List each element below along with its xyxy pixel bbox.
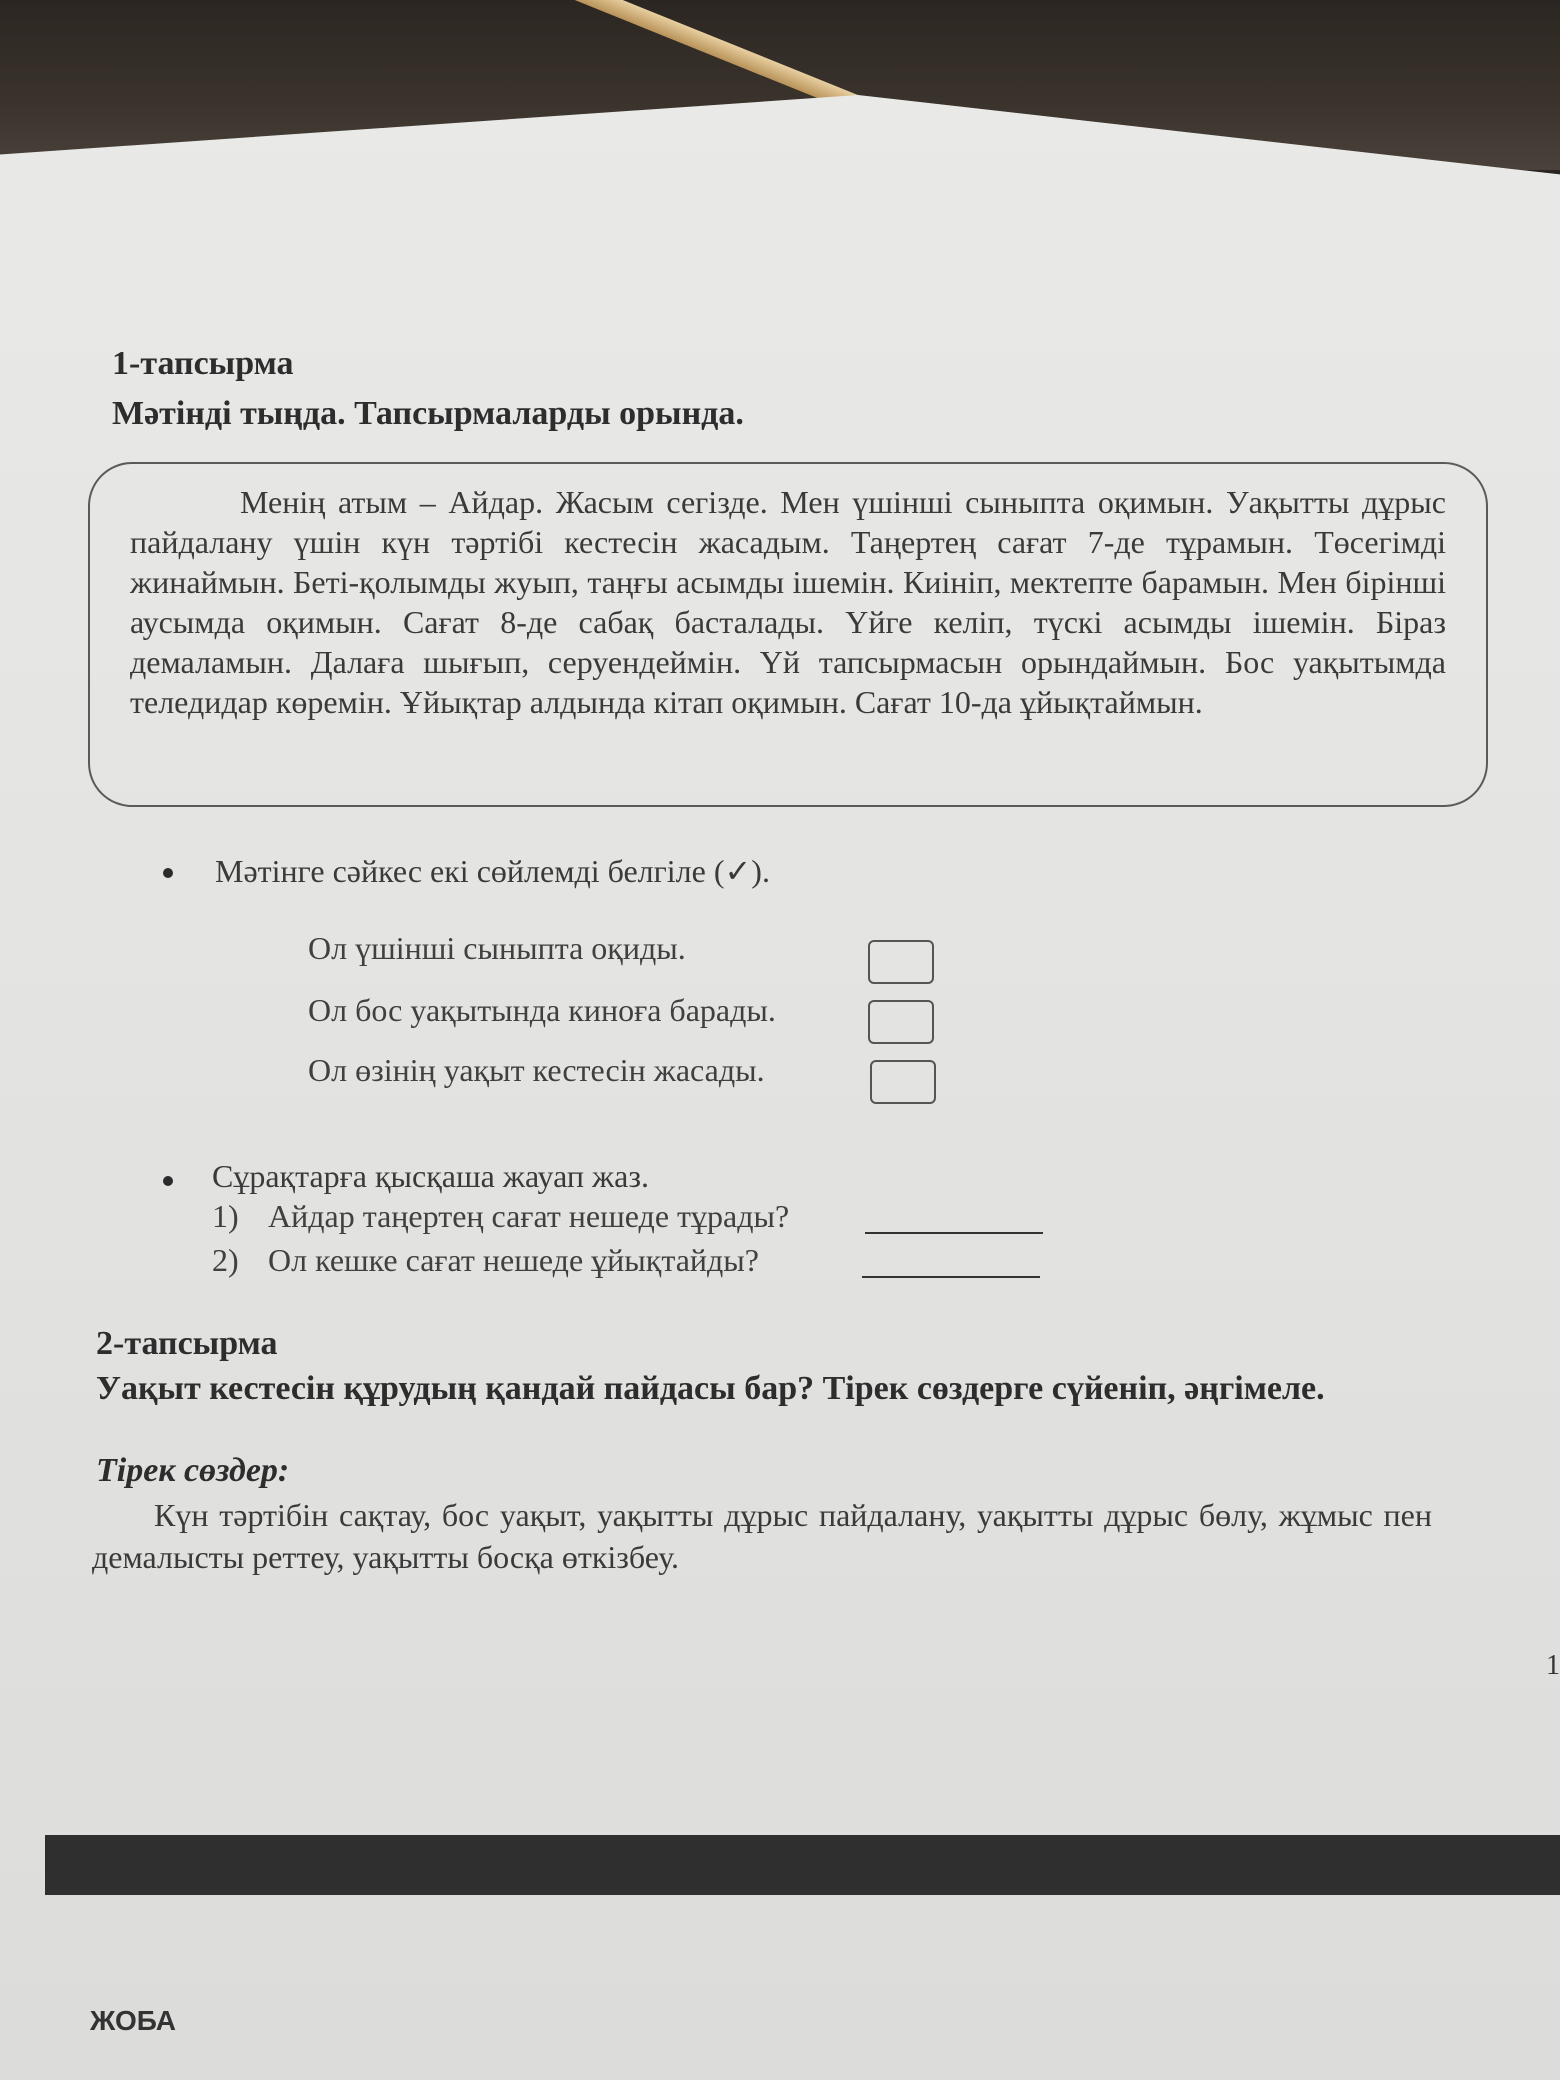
statement-1: Ол үшінші сыныпта оқиды. <box>308 930 686 966</box>
statement-2-checkbox[interactable] <box>868 1000 934 1044</box>
keywords-text: Күн тәртібін сақтау, бос уақыт, уақытты дұрыс пайдалану, уақытты дұрыс бөлу, жұмыс пен демалысты реттеу, уақытты босқа өткізбеу. <box>92 1497 1432 1575</box>
page-number: 1 <box>1546 1650 1560 1681</box>
question-1: Айдар таңертең сағат нешеде тұрады? <box>268 1198 790 1234</box>
task1-instruction: Мәтінді тыңда. Тапсырмаларды орында. <box>112 395 744 432</box>
task1-title: 1-тапсырма <box>112 345 294 382</box>
question-2-number: 2) <box>212 1242 239 1278</box>
keywords-label: Тірек сөздер: <box>96 1452 290 1489</box>
bullet-dot <box>163 1176 173 1186</box>
question-2: Ол кешке сағат нешеде ұйықтайды? <box>268 1242 759 1278</box>
reading-text-box <box>88 462 1488 807</box>
answer-2-line[interactable] <box>862 1276 1040 1278</box>
task2-title: 2-тапсырма <box>96 1325 278 1362</box>
questions-prompt: Сұрақтарға қысқаша жауап жаз. <box>212 1158 649 1194</box>
statement-1-checkbox[interactable] <box>868 940 934 984</box>
footer-band <box>45 1835 1560 1895</box>
question-1-number: 1) <box>212 1198 239 1234</box>
reading-text: Менің атым – Айдар. Жасым сегізде. Мен үшінші сыныпта оқимын. Уақытты дұрыс пайдалану үшін күн тәртібі кестесін жасадым. Таңертең сағат 7-де тұрамын. Төсегімді жинаймын. Беті-қолымды жуып, таңғы асымды ішемін. Киініп, мектепте барамын. Мен бірінші аусымда оқимын. Сағат 8-де сабақ басталады. Үйге келіп, түскі асымды ішемін. Біраз демаламын. Далаға шығып, серуендеймін. Үй тапсырмасын орындаймын. Бос уақытымда теледидар көремін. Ұйықтар алдында кітап оқимын. Сағат 10-да ұйықтаймын. <box>130 484 1446 720</box>
statement-3-checkbox[interactable] <box>870 1060 936 1104</box>
bullet-dot <box>163 868 173 878</box>
footer-label: ЖОБА <box>90 2005 176 2036</box>
worksheet-page <box>0 95 1560 2080</box>
task2-instruction: Уақыт кестесін құрудың қандай пайдасы бар? Тірек сөздерге сүйеніп, әңгімеле. <box>96 1370 1325 1407</box>
statement-3: Ол өзінің уақыт кестесін жасады. <box>308 1052 765 1088</box>
check-prompt: Мәтінге сәйкес екі сөйлемді белгіле (✓). <box>215 853 770 889</box>
answer-1-line[interactable] <box>865 1232 1043 1234</box>
statement-2: Ол бос уақытында киноға барады. <box>308 992 776 1028</box>
